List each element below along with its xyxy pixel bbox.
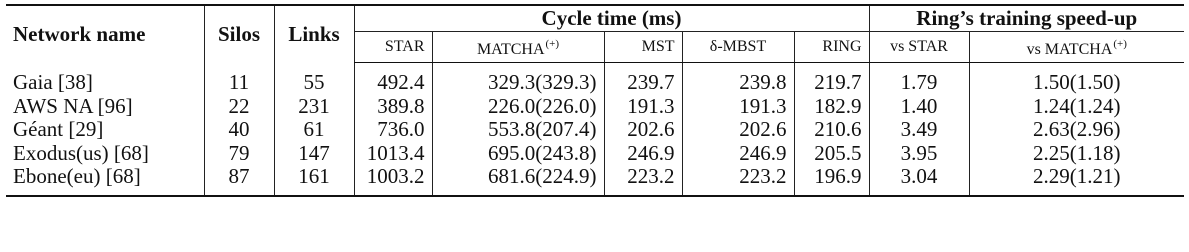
cell-silos: 79 (204, 142, 274, 166)
cell-matcha: 329.3(329.3) (432, 63, 604, 95)
cell-ring: 210.6 (794, 118, 869, 142)
header-network-name: Network name (6, 5, 204, 63)
cell-links: 231 (274, 95, 354, 119)
cell-delta-mbst: 239.8 (682, 63, 794, 95)
cell-delta-mbst: 246.9 (682, 142, 794, 166)
cell-vs-star: 3.49 (869, 118, 969, 142)
cell-delta-mbst: 191.3 (682, 95, 794, 119)
cell-vs-matcha: 2.63(2.96) (969, 118, 1184, 142)
cell-network-name: Gaia [38] (13, 69, 93, 94)
cell-vs-star: 3.95 (869, 142, 969, 166)
cell-links: 147 (274, 142, 354, 166)
cell-links: 161 (274, 165, 354, 196)
cell-vs-star: 3.04 (869, 165, 969, 196)
cell-links: 61 (274, 118, 354, 142)
cell-matcha: 553.8(207.4) (432, 118, 604, 142)
cell-links: 55 (274, 63, 354, 95)
cell-network-name: AWS NA [96] (13, 93, 133, 118)
cell-matcha: 681.6(224.9) (432, 165, 604, 196)
header-vs-matcha: vs MATCHA(+) (969, 32, 1184, 63)
cell-star: 492.4 (354, 63, 432, 95)
cell-silos: 11 (204, 63, 274, 95)
cell-network-name: Ebone(eu) [68] (6, 165, 204, 196)
header-star: STAR (354, 32, 432, 63)
cell-vs-matcha: 1.50(1.50) (969, 63, 1184, 95)
header-silos: Silos (204, 5, 274, 63)
cell-delta-mbst: 223.2 (682, 165, 794, 196)
cell-vs-matcha: 1.24(1.24) (969, 95, 1184, 119)
cell-vs-matcha: 2.29(1.21) (969, 165, 1184, 196)
cell-matcha: 695.0(243.8) (432, 142, 604, 166)
cell-vs-star: 1.40 (869, 95, 969, 119)
cell-star: 736.0 (354, 118, 432, 142)
cell-mst: 191.3 (604, 95, 682, 119)
cell-star: 1003.2 (354, 165, 432, 196)
cell-vs-matcha: 2.25(1.18) (969, 142, 1184, 166)
header-cycle-time: Cycle time (ms) (354, 5, 869, 32)
cell-matcha: 226.0(226.0) (432, 95, 604, 119)
header-links: Links (274, 5, 354, 63)
cell-network-name: Géant [29] (13, 117, 104, 141)
header-vs-star: vs STAR (869, 32, 969, 63)
cell-delta-mbst: 202.6 (682, 118, 794, 142)
cell-mst: 202.6 (604, 118, 682, 142)
table-row (6, 95, 1184, 119)
header-vs-matcha-sup: (+) (1113, 38, 1127, 50)
header-delta-mbst: δ-MBST (682, 32, 794, 63)
cell-star: 389.8 (354, 95, 432, 119)
table-row (6, 118, 1184, 142)
header-speedup: Ring’s training speed-up (869, 5, 1184, 32)
header-mst: MST (604, 32, 682, 63)
cell-ring: 205.5 (794, 142, 869, 166)
cell-silos: 87 (204, 165, 274, 196)
table-row (6, 142, 1184, 166)
cell-mst: 223.2 (604, 165, 682, 196)
cell-mst: 246.9 (604, 142, 682, 166)
cell-ring: 196.9 (794, 165, 869, 196)
header-matcha: MATCHA(+) (432, 32, 604, 63)
cell-silos: 40 (204, 118, 274, 142)
table-row (6, 63, 1184, 95)
header-ring: RING (794, 32, 869, 63)
cell-mst: 239.7 (604, 63, 682, 95)
results-table (6, 4, 1184, 197)
cell-network-name: Exodus(us) [68] (13, 140, 149, 165)
table-row (6, 165, 1184, 196)
cell-vs-star: 1.79 (869, 63, 969, 95)
cell-ring: 182.9 (794, 95, 869, 119)
cell-star: 1013.4 (354, 142, 432, 166)
cell-ring: 219.7 (794, 63, 869, 95)
header-matcha-sup: (+) (545, 38, 560, 50)
cell-silos: 22 (204, 95, 274, 119)
